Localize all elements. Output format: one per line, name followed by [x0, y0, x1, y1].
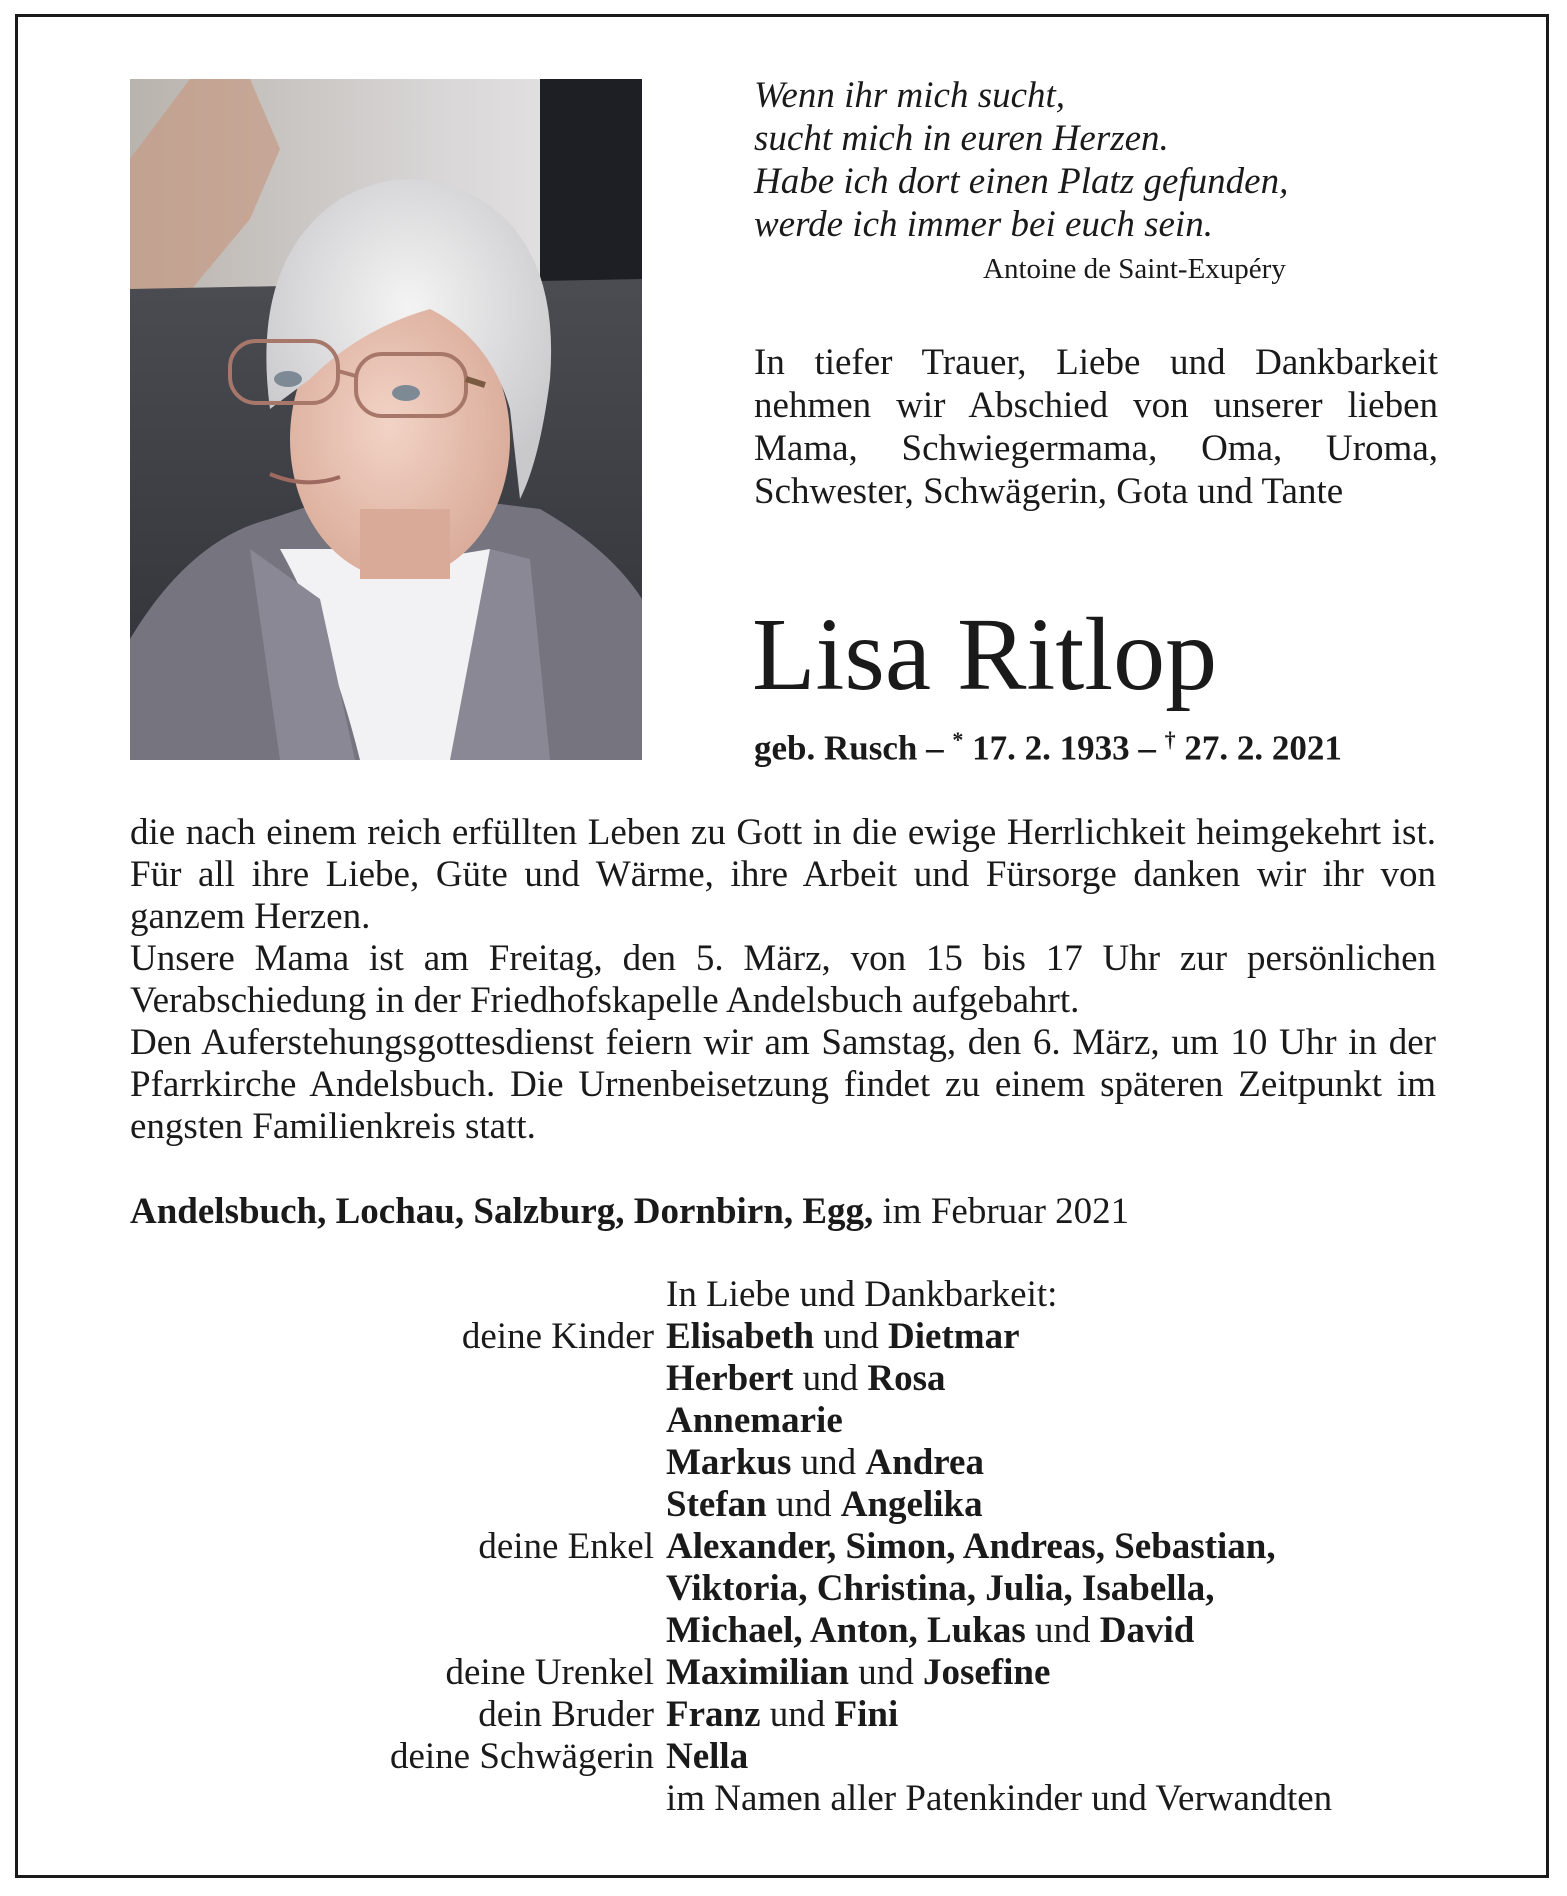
body-paragraph: Unsere Mama ist am Freitag, den 5. März, von 15 bis 17 Uhr zur persönlichen Verabschiedung in der Friedhofskapelle Andelsbuch aufgebahrt. [130, 938, 1436, 1021]
birth-name: geb. Rusch [754, 728, 918, 768]
relative-names [666, 1568, 1215, 1610]
died-symbol: † [1164, 727, 1176, 752]
connector-text: und [1025, 1610, 1100, 1651]
relative-name: Stefan [666, 1484, 767, 1525]
signature-heading-row [0, 1274, 1567, 1316]
relation-label: deine Enkel [478, 1526, 654, 1567]
signature-row [0, 1400, 1567, 1442]
signature-row [0, 1358, 1567, 1400]
signature-row [0, 1736, 1567, 1778]
relative-name: Viktoria, Christina, Julia, Isabella, [666, 1568, 1215, 1609]
connector-text: und [760, 1694, 835, 1735]
relative-name: Markus [666, 1442, 792, 1483]
relative-name: Franz [666, 1694, 761, 1735]
relative-name: Nella [666, 1736, 749, 1777]
quote-line: sucht mich in euren Herzen. [754, 118, 1169, 159]
birth-date: 17. 2. 1933 [972, 728, 1130, 768]
life-dates: geb. Rusch – * 17. 2. 1933 – † 27. 2. 2021 [754, 727, 1342, 768]
relation-label: deine Urenkel [445, 1652, 654, 1693]
relation-label: deine Schwägerin [389, 1736, 654, 1777]
signature-row [0, 1316, 1567, 1358]
signature-row [0, 1568, 1567, 1610]
relative-names [666, 1526, 1276, 1568]
relative-names [666, 1694, 898, 1736]
relative-name: Herbert [666, 1358, 794, 1399]
relative-name: Andrea [865, 1442, 984, 1483]
closing-row [0, 1778, 1567, 1820]
relative-name: Fini [834, 1694, 899, 1735]
relative-name: Annemarie [666, 1400, 843, 1441]
relative-name: Dietmar [888, 1316, 1020, 1357]
relative-names [666, 1652, 1050, 1694]
relative-name: Angelika [840, 1484, 983, 1525]
signature-row [0, 1610, 1567, 1652]
death-date: 27. 2. 2021 [1184, 728, 1342, 768]
relative-names [666, 1358, 946, 1400]
towns: Andelsbuch, Lochau, Salzburg, Dornbirn, Egg, [130, 1191, 874, 1232]
quote-line: werde ich immer bei euch sein. [754, 204, 1213, 245]
quote-line: Wenn ihr mich sucht, [754, 75, 1066, 116]
signature-row [0, 1526, 1567, 1568]
place-line [130, 1190, 1129, 1233]
body-text [130, 812, 1436, 1148]
signature-row [0, 1652, 1567, 1694]
born-symbol: * [952, 727, 964, 752]
relative-names [666, 1610, 1194, 1652]
portrait-photo [130, 79, 642, 760]
connector-text: und [848, 1652, 923, 1693]
signature-row [0, 1694, 1567, 1736]
relative-name: Josefine [922, 1652, 1051, 1693]
relative-names [666, 1400, 843, 1442]
connector-text: und [814, 1316, 889, 1357]
connector-text: und [793, 1358, 868, 1399]
connector-text: und [791, 1442, 866, 1483]
quote-author: Antoine de Saint-Exupéry [983, 253, 1286, 285]
relative-names [666, 1484, 983, 1526]
place-date: im Februar 2021 [882, 1191, 1130, 1232]
relative-names [666, 1736, 748, 1778]
deceased-name: Lisa Ritlop [752, 597, 1218, 712]
intro-text: In tiefer Trauer, Liebe und Dankbarkeit nehmen wir Abschied von unserer lieben Mama, Schwiegermama, Oma, Uroma, Schwester, Schwägerin, Gota und Tante [754, 342, 1438, 512]
signature-block [0, 1274, 1567, 1820]
relative-name: Rosa [867, 1358, 946, 1399]
relative-names [666, 1442, 984, 1484]
signature-row [0, 1442, 1567, 1484]
relative-name: David [1099, 1610, 1195, 1651]
signature-row [0, 1484, 1567, 1526]
body-paragraph: die nach einem reich erfüllten Leben zu Gott in die ewige Herrlichkeit heimgekehrt ist. Für all ihre Liebe, Güte und Wärme, ihre Arbeit und Fürsorge danken wir ihr von ganzem Herzen. [130, 812, 1436, 937]
body-paragraph: Den Auferstehungsgottesdienst feiern wir am Samstag, den 6. März, um 10 Uhr in der Pfarrkirche Andelsbuch. Die Urnenbeisetzung findet zu einem späteren Zeitpunkt im engsten Familienkreis statt. [130, 1022, 1436, 1147]
relative-name: Elisabeth [666, 1316, 815, 1357]
quote [754, 74, 1444, 246]
relative-name: Maximilian [666, 1652, 849, 1693]
relation-label: deine Kinder [461, 1316, 654, 1357]
relative-name: Alexander, Simon, Andreas, Sebastian, [666, 1526, 1276, 1567]
relative-name: Michael, Anton, Lukas [666, 1610, 1026, 1651]
quote-line: Habe ich dort einen Platz gefunden, [754, 161, 1289, 202]
relation-label: dein Bruder [478, 1694, 654, 1735]
relative-names [666, 1316, 1020, 1358]
signature-heading: In Liebe und Dankbarkeit: [666, 1274, 1058, 1315]
closing-text: im Namen aller Patenkinder und Verwandten [666, 1778, 1333, 1819]
connector-text: und [766, 1484, 841, 1525]
